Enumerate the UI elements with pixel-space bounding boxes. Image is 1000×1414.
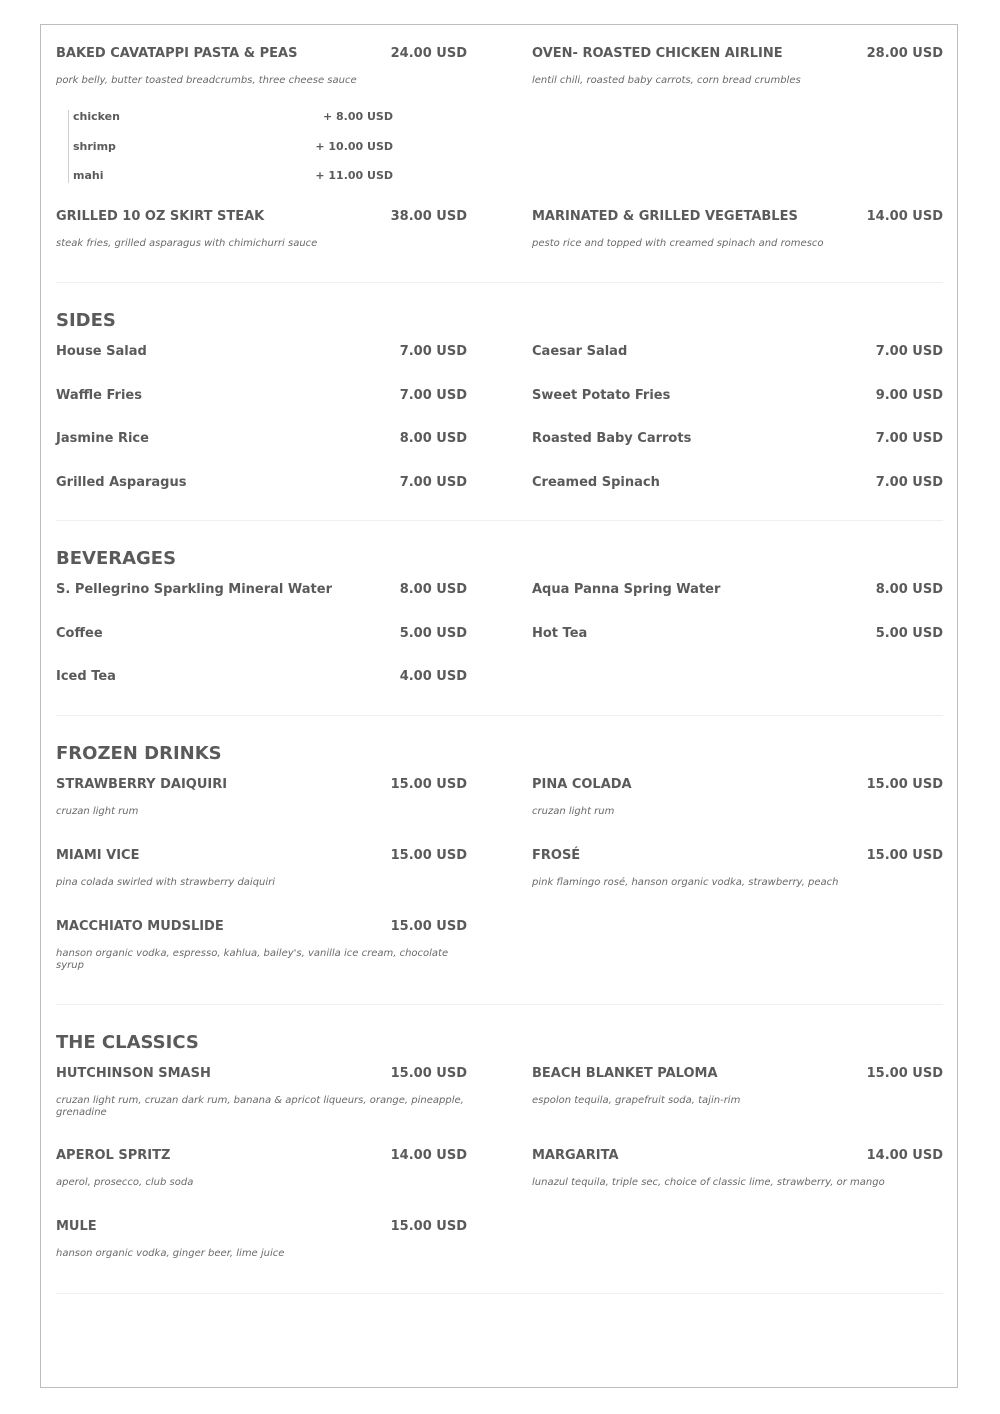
item-price: 24.00 USD (390, 46, 467, 61)
item-name: Creamed Spinach (532, 474, 660, 490)
item-description: aperol, prosecco, club soda (56, 1177, 194, 1188)
section-divider (56, 715, 943, 716)
item-price: 15.00 USD (390, 919, 467, 934)
menu-item (56, 46, 467, 87)
item-name: BEACH BLANKET PALOMA (532, 1066, 718, 1081)
item-price: 38.00 USD (390, 209, 467, 224)
item-name: House Salad (56, 344, 147, 359)
item-price: 15.00 USD (866, 1066, 943, 1081)
item-description: pesto rice and topped with creamed spinach and romesco (532, 238, 824, 249)
item-price: 8.00 USD (399, 431, 467, 446)
item-name: MACCHIATO MUDSLIDE (56, 919, 224, 934)
classics-list (56, 1066, 943, 1279)
item-price: 15.00 USD (866, 848, 943, 863)
option-row (73, 110, 393, 140)
option-name: shrimp (73, 139, 116, 153)
item-description: hanson organic vodka, espresso, kahlua, bailey's, vanilla ice cream, chocolate syrup (56, 948, 449, 971)
item-name: MULE (56, 1219, 97, 1234)
item-description: hanson organic vodka, ginger beer, lime juice (56, 1248, 285, 1259)
item-price: 7.00 USD (875, 431, 943, 446)
menu-item (56, 431, 467, 450)
section-title-beverages: BEVERAGES (56, 548, 177, 569)
option-name: mahi (73, 169, 104, 182)
item-name: HUTCHINSON SMASH (56, 1066, 211, 1081)
item-price: 14.00 USD (866, 209, 943, 224)
item-description: pink flamingo rosé, hanson organic vodka, strawberry, peach (532, 877, 839, 888)
item-name: S. Pellegrino Sparkling Mineral Water (56, 582, 333, 597)
item-name: GRILLED 10 OZ SKIRT STEAK (56, 209, 265, 224)
menu-item (56, 777, 467, 848)
item-price: 8.00 USD (875, 582, 943, 597)
item-price: 15.00 USD (390, 848, 467, 863)
item-description: lunazul tequila, triple sec, choice of classic lime, strawberry, or mango (532, 1177, 885, 1188)
item-description: cruzan light rum (56, 806, 139, 817)
option-price: + 8.00 USD (322, 110, 393, 123)
item-description: cruzan light rum (532, 806, 615, 817)
item-price: 15.00 USD (390, 1066, 467, 1081)
item-price: 7.00 USD (875, 474, 943, 490)
item-name: MARGARITA (532, 1148, 619, 1163)
menu-item (56, 848, 467, 919)
menu-item (56, 209, 467, 250)
item-name: Iced Tea (56, 669, 116, 684)
menu-item (56, 1148, 467, 1219)
item-description: espolon tequila, grapefruit soda, tajin-rim (532, 1095, 741, 1106)
item-name: APEROL SPRITZ (56, 1148, 171, 1163)
add-on-options (68, 110, 393, 183)
item-description: cruzan light rum, cruzan dark rum, banana & apricot liqueurs, orange, pineapple, grenadine (56, 1095, 464, 1118)
menu-item (56, 919, 467, 990)
menu-item (56, 344, 467, 363)
item-name: PINA COLADA (532, 777, 632, 792)
item-name: MARINATED & GRILLED VEGETABLES (532, 209, 798, 224)
menu-item (532, 209, 943, 250)
item-price: 7.00 USD (399, 387, 467, 403)
menu-item (532, 475, 943, 494)
item-name: Caesar Salad (532, 344, 628, 359)
menu-item (56, 582, 467, 601)
menu-item (532, 431, 943, 450)
frozen-drinks-list (56, 777, 943, 990)
mains-row-1 (56, 46, 943, 87)
menu-item (56, 1066, 467, 1148)
menu-item (532, 1066, 943, 1148)
option-row (73, 169, 393, 183)
item-price: 28.00 USD (866, 46, 943, 61)
item-price: 9.00 USD (875, 387, 943, 403)
item-price: 14.00 USD (866, 1148, 943, 1163)
item-price: 7.00 USD (875, 344, 943, 359)
item-name: Waffle Fries (56, 387, 142, 403)
item-price: 7.00 USD (399, 344, 467, 359)
menu-item (56, 475, 467, 494)
menu-item (56, 388, 467, 407)
item-name: Jasmine Rice (56, 431, 149, 446)
item-price: 4.00 USD (399, 669, 467, 684)
option-price: + 10.00 USD (315, 139, 393, 153)
item-name: Roasted Baby Carrots (532, 431, 692, 446)
menu-item (56, 626, 467, 645)
section-divider (56, 1004, 943, 1005)
item-name: FROSÉ (532, 848, 581, 863)
menu-item (532, 582, 943, 601)
menu-item (56, 1219, 467, 1279)
menu-item (532, 848, 943, 919)
menu-item (56, 669, 467, 688)
item-name: OVEN- ROASTED CHICKEN AIRLINE (532, 46, 783, 61)
item-name: Aqua Panna Spring Water (532, 582, 721, 597)
option-price: + 11.00 USD (315, 169, 393, 182)
menu-item (532, 777, 943, 848)
item-price: 15.00 USD (390, 777, 467, 792)
menu-item (532, 1148, 943, 1219)
menu-item (532, 626, 943, 645)
section-divider (56, 520, 943, 521)
option-row (73, 140, 393, 170)
item-description: pina colada swirled with strawberry daiquiri (56, 877, 276, 888)
item-name: STRAWBERRY DAIQUIRI (56, 777, 228, 792)
item-description: steak fries, grilled asparagus with chimichurri sauce (56, 238, 318, 249)
section-title-sides: SIDES (56, 310, 116, 331)
item-description: lentil chili, roasted baby carrots, corn bread crumbles (532, 75, 801, 86)
item-price: 15.00 USD (390, 1219, 467, 1234)
item-price: 8.00 USD (399, 582, 467, 597)
section-divider (56, 282, 943, 283)
item-name: BAKED CAVATAPPI PASTA & PEAS (56, 46, 298, 61)
item-name: Hot Tea (532, 625, 588, 641)
item-price: 5.00 USD (875, 625, 943, 641)
item-description: pork belly, butter toasted breadcrumbs, three cheese sauce (56, 75, 357, 86)
item-price: 5.00 USD (399, 625, 467, 641)
sides-list (56, 344, 943, 493)
item-name: Grilled Asparagus (56, 474, 187, 490)
item-price: 15.00 USD (866, 777, 943, 792)
item-name: Sweet Potato Fries (532, 387, 671, 403)
section-title-frozen-drinks: FROZEN DRINKS (56, 743, 222, 764)
item-name: MIAMI VICE (56, 848, 140, 863)
item-price: 14.00 USD (390, 1148, 467, 1163)
item-name: Coffee (56, 625, 103, 641)
section-title-the-classics: THE CLASSICS (56, 1032, 199, 1053)
item-price: 7.00 USD (399, 474, 467, 490)
section-divider (56, 1293, 943, 1294)
option-name: chicken (73, 110, 120, 123)
menu-item (532, 344, 943, 363)
menu-item (532, 388, 943, 407)
mains-row-2 (56, 209, 943, 250)
beverages-list (56, 582, 943, 688)
menu-item (532, 46, 943, 87)
